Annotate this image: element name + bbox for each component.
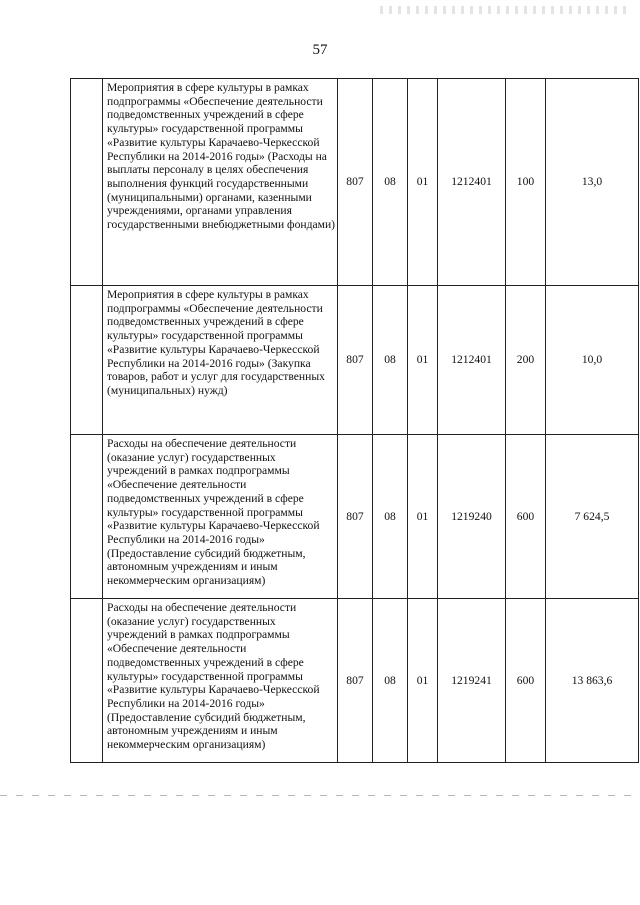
ministry-code-cell: 807: [338, 599, 373, 763]
empty-cell: [71, 599, 103, 763]
section-code-cell: 08: [373, 79, 408, 286]
section-code-cell: 08: [373, 599, 408, 763]
page-number: 57: [312, 42, 328, 58]
ministry-code-cell: 807: [338, 435, 373, 599]
expense-type-cell: 100: [506, 79, 546, 286]
subsection-code-cell: 01: [408, 286, 438, 435]
expense-type-cell: 200: [506, 286, 546, 435]
empty-cell: [71, 79, 103, 286]
amount-cell: 10,0: [546, 286, 639, 435]
scan-artifact-bottom: [0, 795, 640, 796]
subsection-code-cell: 01: [408, 435, 438, 599]
target-article-cell: 1219240: [438, 435, 506, 599]
expense-type-cell: 600: [506, 599, 546, 763]
description-cell: Расходы на обеспечение деятельности (оказание услуг) государственных учреждений в рамках подпрограммы «Обеспечение деятельности подведомственных учреждений в сфере культуры» государственной программы «Развитие культуры Карачаево-Черкесской Республики на 2014-2016 годы» (Предоставление субсидий бюджетным, автономным учреждениям и иным некоммерческим организациям): [103, 599, 338, 763]
section-code-cell: 08: [373, 286, 408, 435]
ministry-code-cell: 807: [338, 286, 373, 435]
table-row: [71, 79, 639, 286]
empty-cell: [71, 286, 103, 435]
expense-type-cell: 600: [506, 435, 546, 599]
description-cell: Расходы на обеспечение деятельности (оказание услуг) государственных учреждений в рамках подпрограммы «Обеспечение деятельности подведомственных учреждений в сфере культуры» государственной программы «Развитие культуры Карачаево-Черкесской Республики на 2014-2016 годы» (Предоставление субсидий бюджетным, автономным учреждениям и иным некоммерческим организациям): [103, 435, 338, 599]
target-article-cell: 1219241: [438, 599, 506, 763]
target-article-cell: 1212401: [438, 79, 506, 286]
description-cell: Мероприятия в сфере культуры в рамках подпрограммы «Обеспечение деятельности подведомственных учреждений в сфере культуры» государственной программы «Развитие культуры Карачаево-Черкесской Республики на 2014-2016 годы» (Расходы на выплаты персоналу в целях обеспечения выполнения функций государственными (муниципальными) органами, казенными учреждениями, органами управления государственными внебюджетными фондами): [103, 79, 338, 286]
ministry-code-cell: 807: [338, 79, 373, 286]
subsection-code-cell: 01: [408, 599, 438, 763]
budget-table: [70, 78, 639, 763]
amount-cell: 13 863,6: [546, 599, 639, 763]
table-row: [71, 599, 639, 763]
target-article-cell: 1212401: [438, 286, 506, 435]
amount-cell: 13,0: [546, 79, 639, 286]
scan-artifact-top: [380, 6, 630, 14]
empty-cell: [71, 435, 103, 599]
section-code-cell: 08: [373, 435, 408, 599]
description-cell: Мероприятия в сфере культуры в рамках подпрограммы «Обеспечение деятельности подведомственных учреждений в сфере культуры» государственной программы «Развитие культуры Карачаево-Черкесской Республики на 2014-2016 годы» (Закупка товаров, работ и услуг для государственных (муниципальных) нужд): [103, 286, 338, 435]
table-row: [71, 286, 639, 435]
table-row: [71, 435, 639, 599]
amount-cell: 7 624,5: [546, 435, 639, 599]
subsection-code-cell: 01: [408, 79, 438, 286]
